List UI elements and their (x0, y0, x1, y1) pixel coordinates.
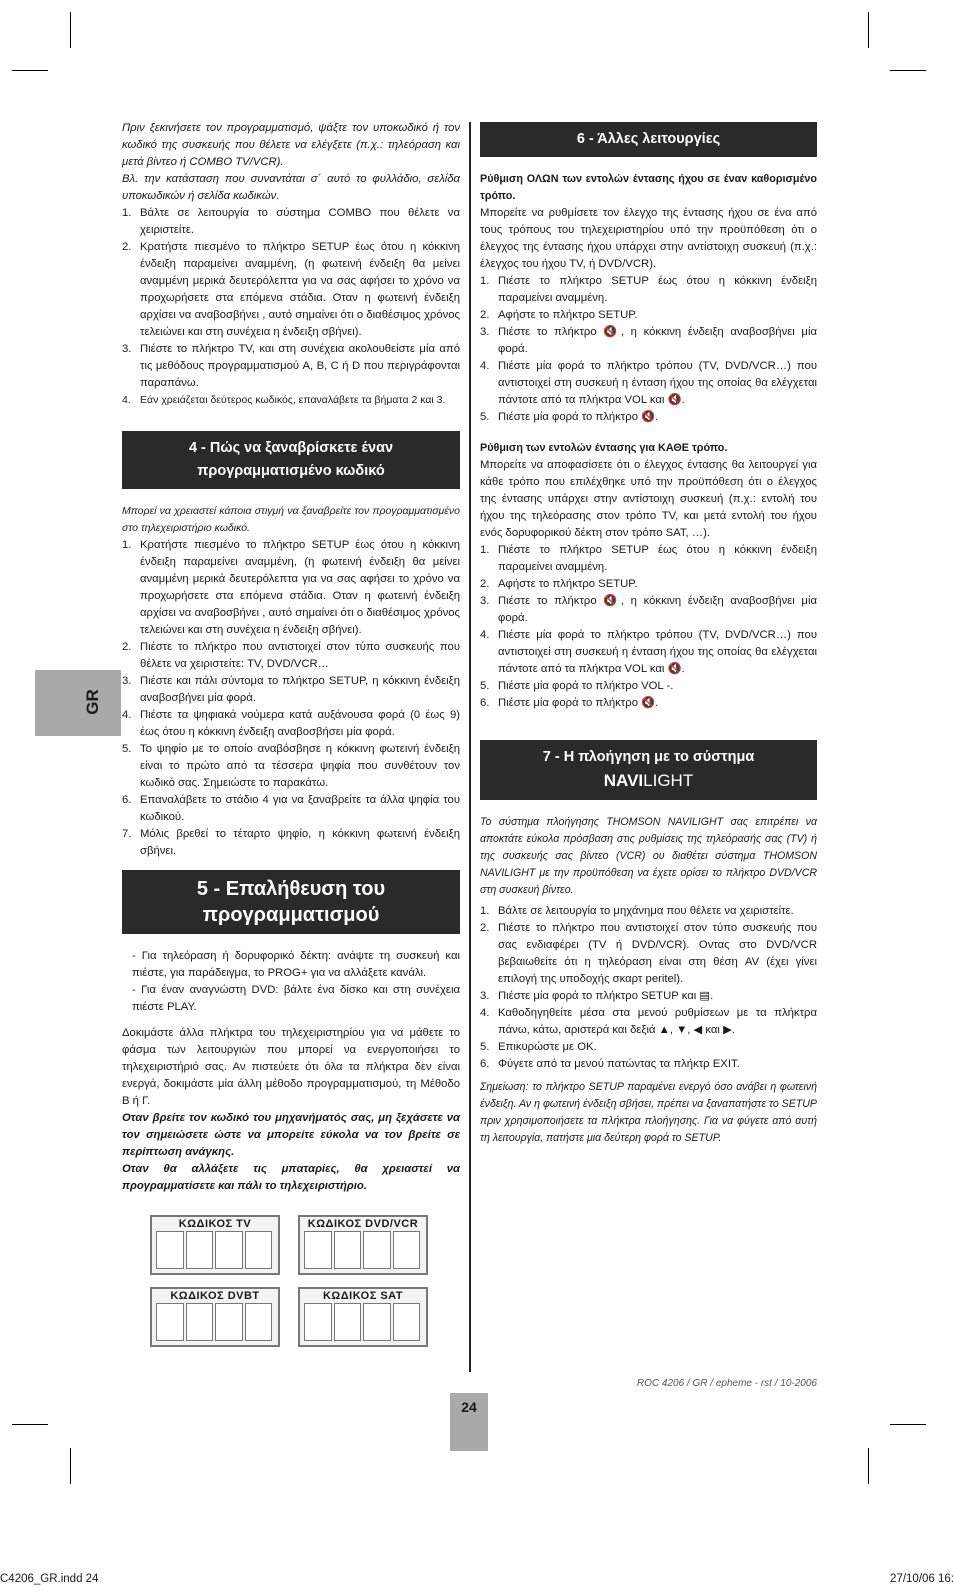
note-batteries: Οταν θα αλλάξετε τις μπαταρίες, θα χρειαστεί να προγραμματίσετε και πάλι το τηλεχειριστήριο. (122, 1163, 460, 1192)
slug-filename: C4206_GR.indd 24 (0, 1573, 99, 1585)
step-number: 4. (122, 394, 131, 406)
left-column (122, 120, 460, 1355)
navilight-paragraph: Το σύστημα πλοήγησης THOMSON NAVILIGHT σας επιτρέπει να αποκτάτε εύκολα πρόσβαση στις ρυθμίσεις της τηλεόρασής σας (TV) ή της συσκευής σας βίντεο (VCR) ου διαθέτει σύστημα THOMSON NAVILIGHT με την προϋπόθεση να έχετε ορίσει το πλήκτρο DVD/VCR στη συσκευή βίντεο. (480, 816, 817, 896)
section-4-intro: Μπορεί να χρειαστεί κάποια στιγμή να ξαναβρείτε τον προγραμματισμένο στο τηλεχειριστήριο κωδικό. (122, 505, 460, 534)
section-5-heading: 5 - Επαλήθευση του προγραμματισμού (122, 870, 460, 934)
step-number: 3. (480, 595, 490, 607)
step-text: Αφήστε το πλήκτρο SETUP. (498, 578, 638, 590)
light-brand: LIGHT (643, 771, 694, 790)
list-item (480, 1056, 817, 1073)
step-text: Πιέστε μία φορά το πλήκτρο τρόπου (TV, DVD/VCR…) που αντιστοιχεί στη συσκευή η ένταση ήχου της οποίας θα ελέγχεται πάντοτε από τα πλήκτρα VOL και 🔇. (498, 629, 817, 675)
step-number: 2. (122, 241, 132, 253)
navi-brand: NAVI (603, 771, 644, 790)
step-text: Εάν χρειάζεται δεύτερος κωδικός, επαναλάβετε τα βήματα 2 και 3. (140, 394, 446, 406)
code-box-label: ΚΩΔΙΚΟΣ DVBT (170, 1290, 260, 1302)
section-6-heading: 6 - Άλλες λειτουργίες (480, 122, 817, 157)
step-text: Επαναλάβετε το στάδιο 4 για να ξαναβρείτε τα άλλα ψηφία του κωδικού. (140, 794, 460, 823)
setup-note: Σημείωση: το πλήκτρο SETUP παραμένει ενεργό όσο ανάβει η φωτεινή ένδειξη. Αν η φωτεινή ένδειξη σβήσει, πρέπει να ξαναπατήστε το SETUP πριν χρησιμοποιήσετε τα πλήκτρα πλοήγησης. Για να φύγετε από αυτή τη λειτουργία, πατήστε μια δεύτερη φορά το SETUP. (480, 1081, 817, 1144)
step-text: Το ψηφίο με το οποίο αναβόσβησε η κόκκινη φωτεινή ένδειξη είναι το πρώτο από τα τέσσερα ψηφία που συνθέτουν τον κωδικό σας. Σημειώστε το παρακάτω. (140, 743, 460, 789)
crop-mark (868, 12, 869, 48)
crop-mark (890, 70, 926, 71)
list-item (480, 1005, 817, 1039)
each-mode-paragraph: Μπορείτε να αποφασίσετε ότι ο έλεγχος έντασης θα λειτουργεί για κάθε τρόπο που επιλέχθηκε υπό την προϋπόθεση ότι ο έλεγχος της έντασης υπάρχει στην αντίστοιχη συσκευή (π.χ.: εντολή του ήχου της τηλεόρασης στον τρόπο TV, και μετά εντολή του ήχου ενός δορυφορικού δέκτη στον τρόπο SAT, …). (480, 459, 817, 539)
list-item (122, 741, 460, 792)
code-box-sat[interactable] (298, 1287, 428, 1347)
step-number: 1. (480, 275, 490, 287)
list-item (122, 341, 460, 392)
step-text: Βάλτε σε λειτουργία το σύστημα COMBO που θέλετε να χειριστείτε. (140, 207, 460, 236)
list-item (480, 920, 817, 988)
step-number: 2. (122, 641, 132, 653)
list-item (480, 627, 817, 678)
step-number: 5. (480, 680, 490, 692)
intro-reference: Βλ. την κατάσταση που συναντάται σ΄ αυτό το φυλλάδιο, σελίδα υποκωδικών ή σελίδα κωδικών. (122, 173, 460, 202)
step-text: Πιέστε το πλήκτρο SETUP έως ότου η κόκκινη ένδειξη παραμείνει αναμμένη. (498, 275, 817, 304)
volume-steps (480, 273, 817, 426)
code-box-label: ΚΩΔΙΚΟΣ TV (178, 1218, 252, 1230)
step-text: Φύγετε από τα μενού πατώντας τα πλήκτρ EXIT. (498, 1058, 740, 1070)
footer-reference: ROC 4206 / GR / epheme - rst / 10-2006 (636, 1378, 817, 1389)
navilight-steps (480, 903, 817, 1073)
step-text: Πιέστε τα ψηφιακά νούμερα κατά αυξάνουσα φορά (0 έως 9) έως ότου η κόκκινη ένδειξη αναβοσβήσει μία φορά. (140, 709, 460, 738)
intro-paragraph: Πριν ξεκινήσετε τον προγραμματισμό, ψάξτε τον υποκωδικό ή τον κωδικό της συσκευής που θέλετε να ελέγξετε (π.χ.: τηλεόραση και μετά βίντεο ή COMBO TV/VCR). (122, 122, 460, 168)
step-text: Βάλτε σε λειτουργία το μηχάνημα που θέλετε να χειριστείτε. (498, 905, 794, 917)
list-item (122, 239, 460, 341)
code-box-label: ΚΩΔΙΚΟΣ SAT (322, 1290, 404, 1302)
verify-paragraph: Δοκιμάστε άλλα πλήκτρα του τηλεχειριστηρίου για να μάθετε το φάσμα των λειτουργιών που μπορεί να ενεργοποιήσει το τηλεχειριστήριό σας. Αν πιστεύετε ότι όλα τα πλήκτρα δεν είναι ενεργά, δοκιμάστε μία άλλη μέθοδο προγραμματισμού, τη Μέθοδο Β ή Γ. (122, 1027, 460, 1107)
step-number: 7. (122, 828, 132, 840)
step-number: 4. (480, 1007, 490, 1019)
step-number: 6. (480, 697, 490, 709)
list-item (480, 542, 817, 576)
step-number: 3. (480, 990, 490, 1002)
crop-mark (12, 1424, 48, 1425)
list-item (480, 988, 817, 1005)
step-text: Πιέστε το πλήκτρο TV, και στη συνέχεια ακολουθείστε μία από τις μεθόδους προγραμματισμού A, B, C ή D που περιγράφονται παραπάνω. (140, 343, 460, 389)
step-text: Πιέστε το πλήκτρο που αντιστοιχεί στον τύπο συσκευής που σας ενδιαφέρει (TV ή DVD/VCR). Οντας στο DVD/VCR βεβαιωθείτε ότι η τηλεόραση είναι στη θέση AV (έχει γίνει επιλογή της υποδοχής σκαρτ peritel). (498, 922, 817, 985)
step-number: 5. (122, 743, 132, 755)
page-number: 24 (461, 1399, 477, 1415)
verify-list (122, 948, 460, 1016)
language-tab-label: GR (82, 689, 102, 715)
step-text: Κρατήστε πιεσμένο το πλήκτρο SETUP έως ότου η κόκκινη ένδειξη παραμείνει αναμμένη, (η φωτεινή ένδειξη θα μείνει αναμμένη μερικά δευτερόλεπτα για να σας αφήσει το χρόνο να προχωρήσετε στα επόμενα στάδια. Οταν η φωτεινή ένδειξη αρχίσει να αναβοσβήνει , αυτό σημαίνει ότι ο διαθέσιμος χρόνος τελειώνει και στη συνέχεια η ένδειξη σβήνει). (140, 241, 460, 338)
code-box-dvbt[interactable] (150, 1287, 280, 1347)
step-text: Μόλις βρεθεί το τέταρτο ψηφίο, η κόκκινη φωτεινή ένδειξη σβήνει. (140, 828, 460, 857)
list-item (122, 205, 460, 239)
step-number: 4. (480, 360, 490, 372)
setup-steps (122, 205, 460, 409)
step-text: Πιέστε μία φορά το πλήκτρο τρόπου (TV, DVD/VCR…) που αντιστοιχεί στη συσκευή η ένταση ήχου της οποίας θα ελέγχεται πάντοτε από τα πλήκτρα VOL και 🔇. (498, 360, 817, 406)
step-text: Πιέστε και πάλι σύντομα το πλήκτρο SETUP, η κόκκινη ένδειξη αναβοσβήνει μία φορά. (140, 675, 460, 704)
section-4-heading: 4 - Πώς να ξαναβρίσκετε έναν προγραμματισμένο κωδικό (122, 431, 460, 489)
step-text: Πιέστε μία φορά το πλήκτρο VOL -. (498, 680, 674, 692)
code-box-tv[interactable] (150, 1215, 280, 1275)
step-number: 1. (480, 905, 490, 917)
step-number: 6. (122, 794, 132, 806)
step-text: Κρατήστε πιεσμένο το πλήκτρο SETUP έως ότου η κόκκινη ένδειξη παραμείνει αναμμένη, (η φωτεινή ένδειξη θα μείνει αναμμένη μερικά δευτερόλεπτα για να σας αφήσει το χρόνο να προχωρήσετε στα επόμενα στάδια. Οταν η φωτεινή ένδειξη αρχίσει να αναβοσβήνει , αυτό σημαίνει ότι ο διαθέσιμος χρόνος τελειώνει και στη συνέχεια η ένδειξη σβήνει). (140, 539, 460, 636)
step-number: 4. (122, 709, 132, 721)
step-number: 5. (480, 411, 490, 423)
column-divider (469, 122, 471, 1372)
step-text: Πιέστε μία φορά το πλήκτρο SETUP και ▤. (498, 990, 714, 1002)
list-item (480, 324, 817, 358)
step-number: 2. (480, 578, 490, 590)
section-7-title: 7 - Η πλοήγηση με το σύστημα (542, 749, 755, 765)
list-item (122, 392, 460, 409)
crop-mark (70, 12, 71, 48)
list-item (480, 678, 817, 695)
list-item (480, 273, 817, 307)
volume-paragraph: Μπορείτε να ρυθμίσετε τον έλεγχο της έντασης ήχου σε ένα από τους τρόπους του τηλεχειριστηρίου υπό την προϋπόθεση ότι ο έλεγχος της έντασης ήχου υπάρχει στην αντίστοιχη συσκευή (π.χ.: έλεγχος του ήχου TV, ή DVD/VCR). (480, 207, 817, 270)
step-text: Καθοδηγηθείτε μέσα στα μενού ρυθμίσεων με τα πλήκτρα πάνω, κάτω, αριστερά και δεξιά ▲, ▼, ◀ και ▶. (498, 1007, 817, 1036)
list-item: - Για έναν αναγνώστη DVD: βάλτε ένα δίσκο και στη συνέχεια πιέστε PLAY. (132, 984, 460, 1013)
crop-mark (12, 70, 48, 71)
list-item (480, 1039, 817, 1056)
step-text: Πιέστε το πλήκτρο 🔇, η κόκκινη ένδειξη αναβοσβήνει μία φορά. (498, 595, 817, 624)
list-item (122, 673, 460, 707)
step-text: Πιέστε μία φορά το πλήκτρο 🔇. (498, 697, 659, 709)
subheading-each-mode: Ρύθμιση των εντολών έντασης για ΚΑΘΕ τρόπο. (480, 442, 728, 454)
step-number: 5. (480, 1041, 490, 1053)
list-item (480, 409, 817, 426)
step-number: 2. (480, 922, 490, 934)
language-tab (35, 670, 121, 736)
list-item (480, 695, 817, 712)
step-number: 1. (122, 207, 132, 219)
step-text: Αφήστε το πλήκτρο SETUP. (498, 309, 638, 321)
step-number: 3. (480, 326, 490, 338)
step-number: 1. (122, 539, 132, 551)
page-number-tab (450, 1393, 488, 1451)
list-item (122, 639, 460, 673)
step-number: 3. (122, 675, 132, 687)
step-number: 2. (480, 309, 490, 321)
list-item (480, 576, 817, 593)
step-text: Πιέστε μία φορά το πλήκτρο 🔇. (498, 411, 659, 423)
list-item (480, 307, 817, 324)
list-item (480, 593, 817, 627)
code-box-label: ΚΩΔΙΚΟΣ DVD/VCR (307, 1218, 419, 1230)
list-item (122, 537, 460, 639)
list-item (480, 358, 817, 409)
list-item (480, 903, 817, 920)
code-box-dvd-vcr[interactable] (298, 1215, 428, 1275)
slug-date: 27/10/06 16: (890, 1573, 954, 1585)
crop-mark (868, 1448, 869, 1484)
note-save-code: Οταν βρείτε τον κωδικό του μηχανήματός σας, μη ξεχάσετε να τον σημειώσετε ώστε να μπορείτε εύκολα να τον βρείτε σε περίπτωση ανάγκης. (122, 1112, 460, 1158)
step-number: 6. (480, 1058, 490, 1070)
list-item: - Για τηλεόραση ή δορυφορικό δέκτη: ανάψτε τη συσκευή και πιέστε, για παράδειγμα, το PROG+ για να αλλάξετε κανάλι. (132, 950, 460, 979)
crop-mark (70, 1448, 71, 1484)
find-code-steps (122, 537, 460, 860)
step-number: 3. (122, 343, 132, 355)
step-text: Πιέστε το πλήκτρο 🔇, η κόκκινη ένδειξη αναβοσβήνει μία φορά. (498, 326, 817, 355)
section-7-heading (480, 740, 817, 800)
step-text: Πιέστε το πλήκτρο που αντιστοιχεί στον τύπο συσκευής που θέλετε να χειριστείτε: TV, DVD/VCR… (140, 641, 460, 670)
step-number: 4. (480, 629, 490, 641)
list-item (122, 707, 460, 741)
each-mode-steps (480, 542, 817, 712)
list-item (122, 792, 460, 826)
right-column (480, 120, 817, 1147)
crop-mark (890, 1424, 926, 1425)
subheading-all-volume: Ρύθμιση ΟΛΩΝ των εντολών έντασης ήχου σε έναν καθορισμένο τρόπο. (480, 173, 817, 202)
step-text: Πιέστε το πλήκτρο SETUP έως ότου η κόκκινη ένδειξη παραμείνει αναμμένη. (498, 544, 817, 573)
step-text: Επικυρώστε με OK. (498, 1041, 597, 1053)
list-item (122, 826, 460, 860)
code-boxes (122, 1215, 460, 1355)
step-number: 1. (480, 544, 490, 556)
